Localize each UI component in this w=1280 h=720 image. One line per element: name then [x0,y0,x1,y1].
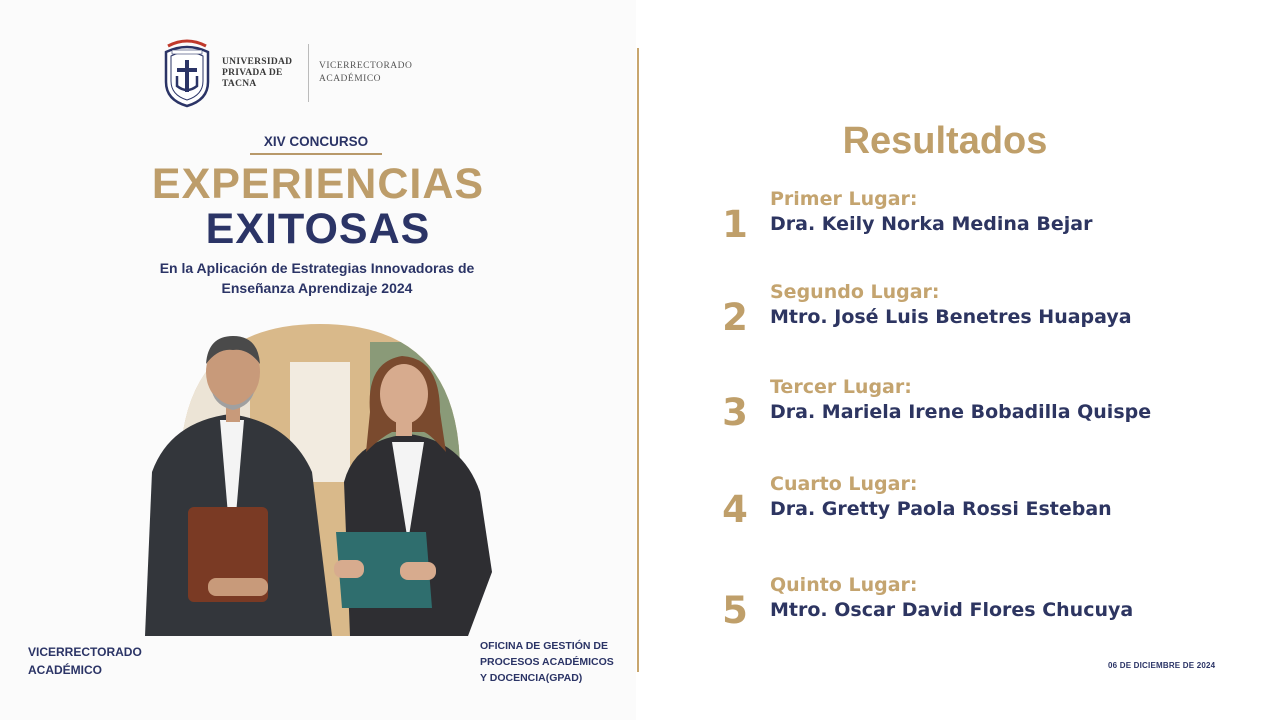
university-crest-icon [162,38,212,108]
winner-name: Mtro. José Luis Benetres Huapaya [770,306,1132,328]
rank-number: 2 [722,296,748,339]
rank-number: 3 [722,391,748,434]
contest-poster [0,0,636,720]
poster-subtitle: En la Aplicación de Estrategias Innovadoras de Enseñanza Aprendizaje 2024 [159,260,475,296]
place-label: Cuarto Lugar: [770,473,918,495]
place-label: Segundo Lugar: [770,281,940,303]
event-date: 06 DE DICIEMBRE DE 2024 [1108,661,1216,670]
result-entry-5 [720,574,1240,649]
logo-header [162,38,412,108]
results-title: Resultados [842,120,1048,162]
result-entry-4 [720,473,1240,548]
vice-header: VICERRECTORADO ACADÉMICO [319,61,413,84]
concurso-label: XIV CONCURSO [250,134,382,155]
place-label: Primer Lugar: [770,188,918,210]
rank-number: 4 [722,488,748,531]
presenters-photo [140,322,500,636]
rank-number: 1 [722,203,748,246]
winner-name: Dra. Mariela Irene Bobadilla Quispe [770,401,1152,423]
winner-name: Mtro. Oscar David Flores Chucuya [770,599,1134,621]
result-entry-3 [720,376,1240,451]
rank-number: 5 [722,589,748,632]
footer-vicerrectorado: VICERRECTORADO ACADÉMICO [28,645,142,677]
university-name: UNIVERSIDAD PRIVADA DE TACNA [222,56,293,89]
title-experiencias: EXPERIENCIAS [151,160,485,208]
winner-name: Dra. Gretty Paola Rossi Esteban [770,498,1112,520]
result-entry-1 [720,188,1240,263]
result-entry-2 [720,281,1240,356]
place-label: Tercer Lugar: [770,376,912,398]
place-label: Quinto Lugar: [770,574,918,596]
vertical-divider [637,48,639,672]
winner-name: Dra. Keily Norka Medina Bejar [770,213,1093,235]
logo-divider [308,44,309,102]
footer-gpad-office: OFICINA DE GESTIÓN DE PROCESOS ACADÉMICOS Y DOCENCIA(GPAD) [480,640,614,684]
title-exitosas: EXITOSAS [205,205,431,253]
